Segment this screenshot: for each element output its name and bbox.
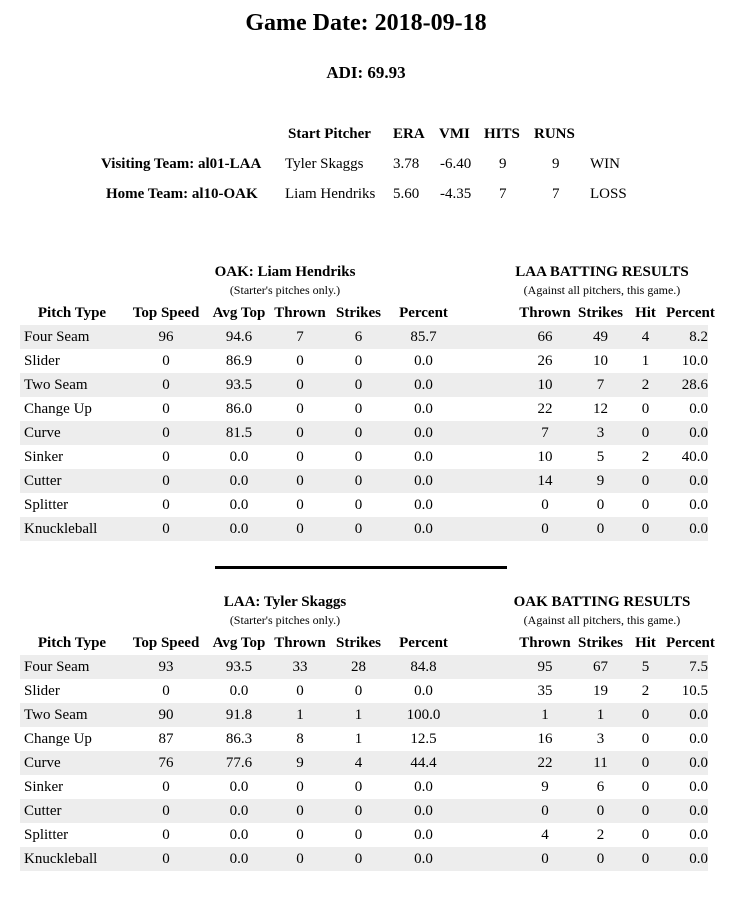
- thrown-cell: 0: [296, 400, 304, 417]
- spacer-cell: [460, 325, 514, 349]
- batting-hit-cell: 0: [641, 496, 650, 513]
- pitch-type-cell: Curve: [20, 751, 124, 775]
- header-pitch-type: Pitch Type: [37, 634, 107, 651]
- percent-cell: 0.0: [387, 421, 460, 445]
- batting-hit-cell: 1: [641, 352, 650, 369]
- table-row: [20, 469, 708, 493]
- top-speed-cell: 96: [124, 325, 208, 349]
- summary-visiting-vmi: -6.40: [440, 156, 472, 172]
- batting-percent-cell: 0.0: [666, 703, 708, 727]
- batting-hit-cell: 0: [625, 421, 666, 445]
- table-row: [20, 775, 708, 799]
- header-batting-hit: Hit: [635, 634, 656, 651]
- spacer-cell: [460, 775, 514, 799]
- pitch-results-table: [20, 301, 715, 541]
- summary-header-vmi: VMI: [439, 126, 470, 142]
- batting-thrown-cell: 22: [514, 751, 576, 775]
- thrown-cell: 0: [296, 496, 304, 513]
- pitch-type-cell: Knuckleball: [20, 517, 124, 541]
- spacer-cell: [460, 847, 514, 871]
- avg-top-cell: 81.5: [208, 421, 270, 445]
- page-title: Game Date: 2018-09-18: [245, 10, 487, 36]
- batting-strikes-cell: 49: [576, 325, 625, 349]
- pitch-type-cell: Sinker: [24, 448, 64, 465]
- adi-value: ADI: 69.93: [326, 63, 406, 82]
- batting-hit-cell: 0: [641, 730, 650, 747]
- header-batting-strikes: Strikes: [578, 634, 623, 651]
- summary-home-result: LOSS: [590, 186, 627, 202]
- batting-thrown-cell: 1: [514, 703, 576, 727]
- top-speed-cell: 76: [124, 751, 208, 775]
- thrown-cell: 0: [296, 682, 304, 699]
- percent-cell: 0.0: [387, 469, 460, 493]
- thrown-cell: 0: [296, 826, 304, 843]
- spacer-cell: [460, 349, 514, 373]
- batting-hit-cell: 0: [625, 703, 666, 727]
- batting-percent-cell: 0.0: [689, 496, 708, 513]
- table-row: [20, 325, 708, 349]
- pitch-type-cell: Sinker: [24, 778, 64, 795]
- pitch-type-cell: Cutter: [20, 799, 124, 823]
- pitch-type-cell: Slider: [24, 682, 60, 699]
- batting-hit-cell: 2: [641, 448, 650, 465]
- batting-percent-cell: 0.0: [666, 517, 708, 541]
- thrown-cell: 1: [270, 703, 330, 727]
- batting-table-title: OAK BATTING RESULTS: [513, 594, 691, 610]
- percent-cell: 12.5: [410, 730, 437, 747]
- pitch-type-cell: Four Seam: [20, 325, 124, 349]
- batting-hit-cell: 0: [625, 799, 666, 823]
- percent-cell: 0.0: [414, 352, 433, 369]
- avg-top-cell: 93.5: [208, 373, 270, 397]
- header-pitch-type: Pitch Type: [37, 304, 107, 321]
- batting-thrown-cell: 66: [514, 325, 576, 349]
- percent-cell: 0.0: [387, 373, 460, 397]
- strikes-cell: 0: [354, 826, 363, 843]
- table-row: [20, 493, 708, 517]
- batting-hit-cell: 0: [641, 826, 650, 843]
- header-avg-top: Avg Top: [212, 304, 266, 321]
- batting-strikes-cell: 11: [576, 751, 625, 775]
- pitcher-table-subtitle: (Starter's pitches only.): [229, 283, 341, 297]
- percent-cell: 0.0: [387, 847, 460, 871]
- summary-header-runs: RUNS: [534, 126, 575, 142]
- batting-strikes-cell: 6: [596, 778, 605, 795]
- batting-hit-cell: 4: [625, 325, 666, 349]
- batting-strikes-cell: 0: [576, 847, 625, 871]
- pitcher-table-title: OAK: Liam Hendriks: [214, 264, 356, 280]
- top-speed-cell: 0: [162, 496, 170, 513]
- summary-home-era: 5.60: [393, 186, 420, 202]
- thrown-cell: 0: [296, 352, 304, 369]
- table-row: [20, 373, 708, 397]
- spacer-cell: [460, 421, 514, 445]
- batting-hit-cell: 0: [641, 778, 650, 795]
- spacer-cell: [460, 727, 514, 751]
- batting-percent-cell: 40.0: [681, 448, 708, 465]
- spacer-cell: [460, 799, 514, 823]
- thrown-cell: 9: [270, 751, 330, 775]
- batting-hit-cell: 2: [625, 373, 666, 397]
- table-row: [20, 349, 708, 373]
- spacer-cell: [460, 397, 514, 421]
- summary-home-hits: 7: [499, 186, 507, 202]
- top-speed-cell: 0: [162, 778, 170, 795]
- batting-thrown-cell: 0: [514, 517, 576, 541]
- batting-strikes-cell: 67: [576, 655, 625, 679]
- pitch-type-cell: Knuckleball: [20, 847, 124, 871]
- summary-home-team: Home Team: al10-OAK: [106, 186, 258, 202]
- summary-home-pitcher: Liam Hendriks: [285, 186, 376, 202]
- batting-percent-cell: 0.0: [666, 469, 708, 493]
- batting-thrown-cell: 22: [537, 400, 553, 417]
- strikes-cell: 1: [330, 703, 387, 727]
- table-row: [20, 397, 708, 421]
- table-row: [20, 799, 708, 823]
- batting-thrown-cell: 0: [541, 496, 549, 513]
- batting-percent-cell: 10.0: [681, 352, 708, 369]
- batting-strikes-cell: 0: [596, 496, 605, 513]
- pitch-type-cell: Change Up: [24, 400, 92, 417]
- thrown-cell: 0: [270, 421, 330, 445]
- batting-percent-cell: 0.0: [689, 826, 708, 843]
- percent-cell: 100.0: [387, 703, 460, 727]
- batting-percent-cell: 0.0: [666, 799, 708, 823]
- batting-table-subtitle: (Against all pitchers, this game.): [523, 613, 681, 627]
- top-speed-cell: 0: [124, 421, 208, 445]
- percent-cell: 0.0: [414, 778, 433, 795]
- batting-strikes-cell: 0: [576, 799, 625, 823]
- summary-header-hits: HITS: [484, 126, 520, 142]
- strikes-cell: 0: [354, 682, 363, 699]
- avg-top-cell: 86.0: [225, 400, 253, 417]
- avg-top-cell: 0.0: [208, 847, 270, 871]
- batting-thrown-cell: 0: [514, 799, 576, 823]
- percent-cell: 0.0: [387, 799, 460, 823]
- top-speed-cell: 90: [124, 703, 208, 727]
- batting-percent-cell: 0.0: [666, 421, 708, 445]
- avg-top-cell: 86.3: [225, 730, 253, 747]
- pitch-type-cell: Cutter: [20, 469, 124, 493]
- batting-thrown-cell: 7: [514, 421, 576, 445]
- batting-percent-cell: 10.5: [681, 682, 708, 699]
- top-speed-cell: 87: [158, 730, 174, 747]
- table-row: [20, 445, 708, 469]
- spacer-cell: [460, 469, 514, 493]
- table-row: [20, 751, 708, 775]
- strikes-cell: 0: [354, 352, 363, 369]
- pitch-type-cell: Curve: [20, 421, 124, 445]
- percent-cell: 0.0: [387, 517, 460, 541]
- spacer-cell: [460, 445, 514, 469]
- summary-visiting-result: WIN: [590, 156, 620, 172]
- batting-strikes-cell: 2: [596, 826, 605, 843]
- table-header-row: [20, 631, 708, 655]
- top-speed-cell: 0: [124, 847, 208, 871]
- batting-thrown-cell: 26: [537, 352, 553, 369]
- batting-table-subtitle: (Against all pitchers, this game.): [523, 283, 681, 297]
- header-batting-hit: Hit: [635, 304, 656, 321]
- table-row: [20, 517, 708, 541]
- batting-thrown-cell: 9: [541, 778, 549, 795]
- batting-table-title: LAA BATTING RESULTS: [515, 264, 689, 280]
- top-speed-cell: 0: [124, 517, 208, 541]
- batting-thrown-cell: 35: [537, 682, 553, 699]
- header-strikes: Strikes: [336, 634, 381, 651]
- thrown-cell: 33: [270, 655, 330, 679]
- header-batting-strikes: Strikes: [578, 304, 623, 321]
- avg-top-cell: 0.0: [208, 517, 270, 541]
- avg-top-cell: 0.0: [229, 826, 249, 843]
- spacer-cell: [460, 517, 514, 541]
- batting-hit-cell: 0: [625, 517, 666, 541]
- header-thrown: Thrown: [274, 304, 326, 321]
- strikes-cell: 0: [330, 469, 387, 493]
- top-speed-cell: 0: [124, 799, 208, 823]
- batting-thrown-cell: 4: [541, 826, 549, 843]
- strikes-cell: 0: [330, 799, 387, 823]
- batting-strikes-cell: 3: [596, 730, 605, 747]
- top-speed-cell: 0: [162, 400, 170, 417]
- batting-percent-cell: 0.0: [689, 778, 708, 795]
- thrown-cell: 0: [270, 517, 330, 541]
- batting-hit-cell: 0: [625, 847, 666, 871]
- percent-cell: 44.4: [387, 751, 460, 775]
- pitch-type-cell: Four Seam: [20, 655, 124, 679]
- percent-cell: 85.7: [387, 325, 460, 349]
- batting-thrown-cell: 14: [514, 469, 576, 493]
- pitch-results-table: [20, 631, 715, 871]
- avg-top-cell: 0.0: [229, 496, 249, 513]
- pitcher-table-subtitle: (Starter's pitches only.): [229, 613, 341, 627]
- table-row: [20, 421, 708, 445]
- batting-percent-cell: 28.6: [666, 373, 708, 397]
- batting-strikes-cell: 19: [593, 682, 608, 699]
- thrown-cell: 0: [270, 469, 330, 493]
- spacer-cell: [460, 373, 514, 397]
- batting-strikes-cell: 9: [576, 469, 625, 493]
- strikes-cell: 0: [354, 400, 363, 417]
- avg-top-cell: 77.6: [208, 751, 270, 775]
- spacer-cell: [460, 751, 514, 775]
- strikes-cell: 0: [354, 496, 363, 513]
- batting-strikes-cell: 10: [593, 352, 608, 369]
- header-percent: Percent: [399, 634, 448, 651]
- header-top-speed: Top Speed: [132, 304, 200, 321]
- batting-percent-cell: 0.0: [666, 847, 708, 871]
- batting-thrown-cell: 10: [537, 448, 553, 465]
- batting-percent-cell: 0.0: [689, 730, 708, 747]
- batting-thrown-cell: 16: [537, 730, 553, 747]
- header-percent: Percent: [399, 304, 448, 321]
- strikes-cell: 0: [330, 421, 387, 445]
- header-batting-thrown: Thrown: [519, 634, 571, 651]
- summary-home-runs: 7: [552, 186, 560, 202]
- percent-cell: 0.0: [414, 448, 433, 465]
- batting-hit-cell: 0: [625, 469, 666, 493]
- spacer-cell: [460, 655, 514, 679]
- percent-cell: 0.0: [414, 496, 433, 513]
- table-row: [20, 727, 708, 751]
- summary-visiting-hits: 9: [499, 156, 507, 172]
- summary-visiting-runs: 9: [552, 156, 560, 172]
- spacer-cell: [460, 493, 514, 517]
- batting-hit-cell: 0: [625, 751, 666, 775]
- pitch-type-cell: Two Seam: [20, 703, 124, 727]
- thrown-cell: 0: [270, 799, 330, 823]
- batting-strikes-cell: 7: [576, 373, 625, 397]
- table-row: [20, 823, 708, 847]
- batting-percent-cell: 7.5: [666, 655, 708, 679]
- summary-home-vmi: -4.35: [440, 186, 472, 202]
- strikes-cell: 0: [330, 517, 387, 541]
- avg-top-cell: 0.0: [208, 799, 270, 823]
- top-speed-cell: 0: [124, 373, 208, 397]
- spacer-cell: [460, 823, 514, 847]
- thrown-cell: 7: [270, 325, 330, 349]
- top-speed-cell: 0: [162, 826, 170, 843]
- batting-thrown-cell: 0: [514, 847, 576, 871]
- batting-hit-cell: 5: [625, 655, 666, 679]
- batting-strikes-cell: 3: [576, 421, 625, 445]
- batting-strikes-cell: 12: [593, 400, 608, 417]
- header-strikes: Strikes: [336, 304, 381, 321]
- avg-top-cell: 93.5: [208, 655, 270, 679]
- thrown-cell: 0: [296, 778, 304, 795]
- avg-top-cell: 0.0: [229, 448, 249, 465]
- batting-hit-cell: 0: [641, 400, 650, 417]
- thrown-cell: 0: [270, 847, 330, 871]
- summary-visiting-pitcher: Tyler Skaggs: [285, 156, 364, 172]
- percent-cell: 0.0: [414, 826, 433, 843]
- table-row: [20, 679, 708, 703]
- table-header-row: [20, 301, 708, 325]
- batting-thrown-cell: 10: [514, 373, 576, 397]
- table-row: [20, 655, 708, 679]
- spacer-cell: [460, 679, 514, 703]
- batting-percent-cell: 0.0: [689, 400, 708, 417]
- batting-percent-cell: 0.0: [666, 751, 708, 775]
- section-divider: [215, 566, 507, 569]
- header-top-speed: Top Speed: [132, 634, 200, 651]
- top-speed-cell: 0: [162, 352, 170, 369]
- strikes-cell: 0: [330, 847, 387, 871]
- percent-cell: 0.0: [414, 400, 433, 417]
- strikes-cell: 0: [354, 448, 363, 465]
- table-row: [20, 703, 708, 727]
- thrown-cell: 0: [296, 448, 304, 465]
- summary-header-start-pitcher: Start Pitcher: [288, 126, 371, 142]
- batting-hit-cell: 2: [641, 682, 650, 699]
- top-speed-cell: 0: [124, 469, 208, 493]
- batting-percent-cell: 8.2: [666, 325, 708, 349]
- avg-top-cell: 94.6: [208, 325, 270, 349]
- strikes-cell: 0: [330, 373, 387, 397]
- avg-top-cell: 0.0: [208, 469, 270, 493]
- header-batting-percent: Percent: [666, 304, 715, 321]
- pitch-type-cell: Two Seam: [20, 373, 124, 397]
- summary-header-era: ERA: [393, 126, 425, 142]
- batting-strikes-cell: 1: [576, 703, 625, 727]
- header-batting-thrown: Thrown: [519, 304, 571, 321]
- header-batting-percent: Percent: [666, 634, 715, 651]
- avg-top-cell: 0.0: [229, 778, 249, 795]
- top-speed-cell: 0: [162, 682, 170, 699]
- strikes-cell: 4: [330, 751, 387, 775]
- summary-visiting-era: 3.78: [393, 156, 420, 172]
- pitch-type-cell: Slider: [24, 352, 60, 369]
- top-speed-cell: 0: [162, 448, 170, 465]
- spacer-cell: [460, 703, 514, 727]
- batting-thrown-cell: 95: [514, 655, 576, 679]
- batting-strikes-cell: 0: [576, 517, 625, 541]
- thrown-cell: 0: [270, 373, 330, 397]
- strikes-cell: 6: [330, 325, 387, 349]
- batting-strikes-cell: 5: [596, 448, 605, 465]
- header-thrown: Thrown: [274, 634, 326, 651]
- strikes-cell: 1: [354, 730, 363, 747]
- percent-cell: 84.8: [387, 655, 460, 679]
- top-speed-cell: 93: [124, 655, 208, 679]
- summary-visiting-team: Visiting Team: al01-LAA: [101, 156, 262, 172]
- pitch-type-cell: Splitter: [24, 826, 69, 843]
- pitcher-table-title: LAA: Tyler Skaggs: [223, 594, 347, 610]
- percent-cell: 0.0: [414, 682, 433, 699]
- strikes-cell: 0: [354, 778, 363, 795]
- pitch-type-cell: Change Up: [24, 730, 92, 747]
- pitch-type-cell: Splitter: [24, 496, 69, 513]
- avg-top-cell: 91.8: [208, 703, 270, 727]
- strikes-cell: 28: [330, 655, 387, 679]
- header-avg-top: Avg Top: [212, 634, 266, 651]
- avg-top-cell: 86.9: [225, 352, 253, 369]
- table-row: [20, 847, 708, 871]
- avg-top-cell: 0.0: [229, 682, 249, 699]
- thrown-cell: 8: [296, 730, 304, 747]
